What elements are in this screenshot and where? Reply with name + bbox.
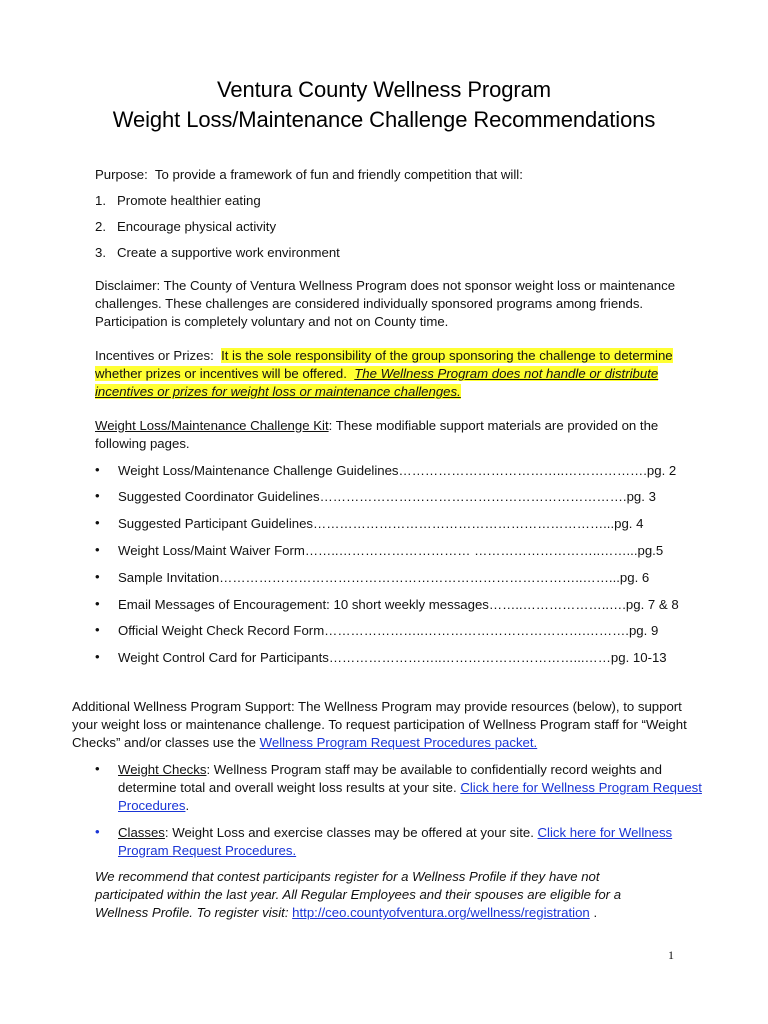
support-text-3: Checks” and/or classes use the: [72, 735, 260, 750]
kit-item: Sample Invitation………………………………………………………………………..……...pg. 6: [118, 570, 650, 585]
period: .: [589, 905, 598, 920]
list-number: 2.: [95, 219, 106, 234]
weight-checks-line-1: [118, 761, 662, 779]
bullet-icon: •: [95, 761, 100, 776]
kit-item: Weight Loss/Maint Waiver Form……..………………………… ………………………..……...pg.5: [118, 543, 664, 558]
list-item-text: Encourage physical activity: [117, 219, 277, 234]
classes-procedures-link[interactable]: Program Request Procedures.: [118, 843, 297, 858]
kit-item: Suggested Participant Guidelines…………………………………………………………...pg. 4: [118, 516, 644, 531]
recommend-line-1: We recommend that contest participants register for a Wellness Profile if they have not: [95, 869, 600, 884]
classes-text: : Weight Loss and exercise classes may be offered at your site.: [164, 825, 538, 840]
registration-url-link[interactable]: http://ceo.countyofventura.org/wellness/registration: [292, 905, 590, 920]
kit-item: Weight Control Card for Participants……………………..…………………………...……pg. 10-13: [118, 650, 667, 665]
kit-item: Weight Loss/Maintenance Challenge Guidelines………………………………..……………….pg. 2: [118, 463, 677, 478]
document-title-line-1: Ventura County Wellness Program: [217, 77, 551, 102]
classes-request-link[interactable]: Click here for Wellness: [537, 825, 673, 840]
incentives-emphasis-2: incentives or prizes for weight loss or maintenance challenges.: [95, 384, 461, 399]
document-title-line-2: Weight Loss/Maintenance Challenge Recommendations: [112, 107, 656, 132]
list-item-text: Promote healthier eating: [117, 193, 261, 208]
purpose-item-1: [95, 192, 261, 210]
weight-checks-label: Weight Checks: [118, 762, 207, 777]
incentives-label: Incentives or Prizes:: [95, 348, 214, 363]
bullet-icon: •: [95, 649, 100, 664]
bullet-icon: •: [95, 462, 100, 477]
recommend-line-3: [95, 904, 597, 922]
weight-checks-request-link[interactable]: Click here for Wellness Program Request: [460, 780, 702, 795]
classes-line-1: [118, 824, 672, 842]
kit-heading-line: [95, 417, 658, 435]
disclaimer-line-1: Disclaimer: The County of Ventura Wellness Program does not sponsor weight loss or maintenance: [95, 278, 676, 293]
list-number: 1.: [95, 193, 106, 208]
request-procedures-packet-link[interactable]: Wellness Program Request Procedures packet.: [259, 735, 538, 750]
purpose-text: To provide a framework of fun and friendly competition that will:: [154, 167, 523, 182]
period: .: [185, 798, 190, 813]
purpose-label: Purpose:: [95, 167, 148, 182]
weight-checks-text-2: determine total and overall weight loss results at your site.: [118, 780, 461, 795]
page-number: 1: [668, 948, 674, 962]
support-text-1: : The Wellness Program may provide resources (below), to support: [290, 699, 682, 714]
kit-text-line-2: following pages.: [95, 436, 190, 451]
incentives-emphasis: The Wellness Program does not handle or distribute: [354, 366, 659, 381]
list-number: 3.: [95, 245, 106, 260]
recommend-text-3: Wellness Profile. To register visit:: [95, 905, 293, 920]
recommend-line-2: participated within the last year. All Regular Employees and their spouses are eligible for a: [95, 887, 622, 902]
list-item-text: Create a supportive work environment: [117, 245, 340, 260]
support-label: Additional Wellness Program Support: [72, 699, 291, 714]
weight-checks-line-2: [118, 779, 702, 797]
kit-item: Official Weight Check Record Form…………………..……………………………….……….pg. 9: [118, 623, 659, 638]
disclaimer-line-2: challenges. These challenges are considered individually sponsored programs among friends.: [95, 296, 644, 311]
incentives-line-3: [95, 383, 461, 401]
kit-item: Email Messages of Encouragement: 10 short weekly messages……..………………..….pg. 7 & 8: [118, 597, 679, 612]
incentives-highlight-2: whether prizes or incentives will be offered.: [95, 366, 347, 381]
incentives-line-1: [95, 347, 673, 365]
kit-text: : These modifiable support materials are provided on the: [328, 418, 659, 433]
kit-item: Suggested Coordinator Guidelines…………………………………………………………….pg. 3: [118, 489, 656, 504]
bullet-icon: •: [95, 622, 100, 637]
support-line-2: your weight loss or maintenance challenge. To request participation of Wellness Program staff for “Weight: [72, 717, 687, 732]
weight-checks-procedures-link[interactable]: Procedures: [118, 798, 186, 813]
bullet-icon: •: [95, 488, 100, 503]
weight-checks-line-3: [118, 797, 189, 815]
purpose-item-2: [95, 218, 277, 236]
incentives-highlight-1: It is the sole responsibility of the group sponsoring the challenge to determine: [221, 348, 673, 363]
bullet-icon: •: [95, 596, 100, 611]
support-line-3: [72, 734, 537, 752]
support-line-1: [72, 698, 682, 716]
classes-line-2: [118, 842, 296, 860]
disclaimer-line-3: Participation is completely voluntary and not on County time.: [95, 314, 449, 329]
incentives-line-2: [95, 365, 658, 383]
purpose-item-3: [95, 244, 340, 262]
bullet-icon: •: [95, 569, 100, 584]
weight-checks-text-1: : Wellness Program staff may be available to confidentially record weights and: [206, 762, 662, 777]
bullet-icon: •: [95, 542, 100, 557]
bullet-icon: •: [95, 515, 100, 530]
bullet-icon: •: [95, 824, 100, 839]
purpose-line: [95, 166, 523, 184]
classes-label: Classes: [118, 825, 165, 840]
kit-label: Weight Loss/Maintenance Challenge Kit: [95, 418, 329, 433]
